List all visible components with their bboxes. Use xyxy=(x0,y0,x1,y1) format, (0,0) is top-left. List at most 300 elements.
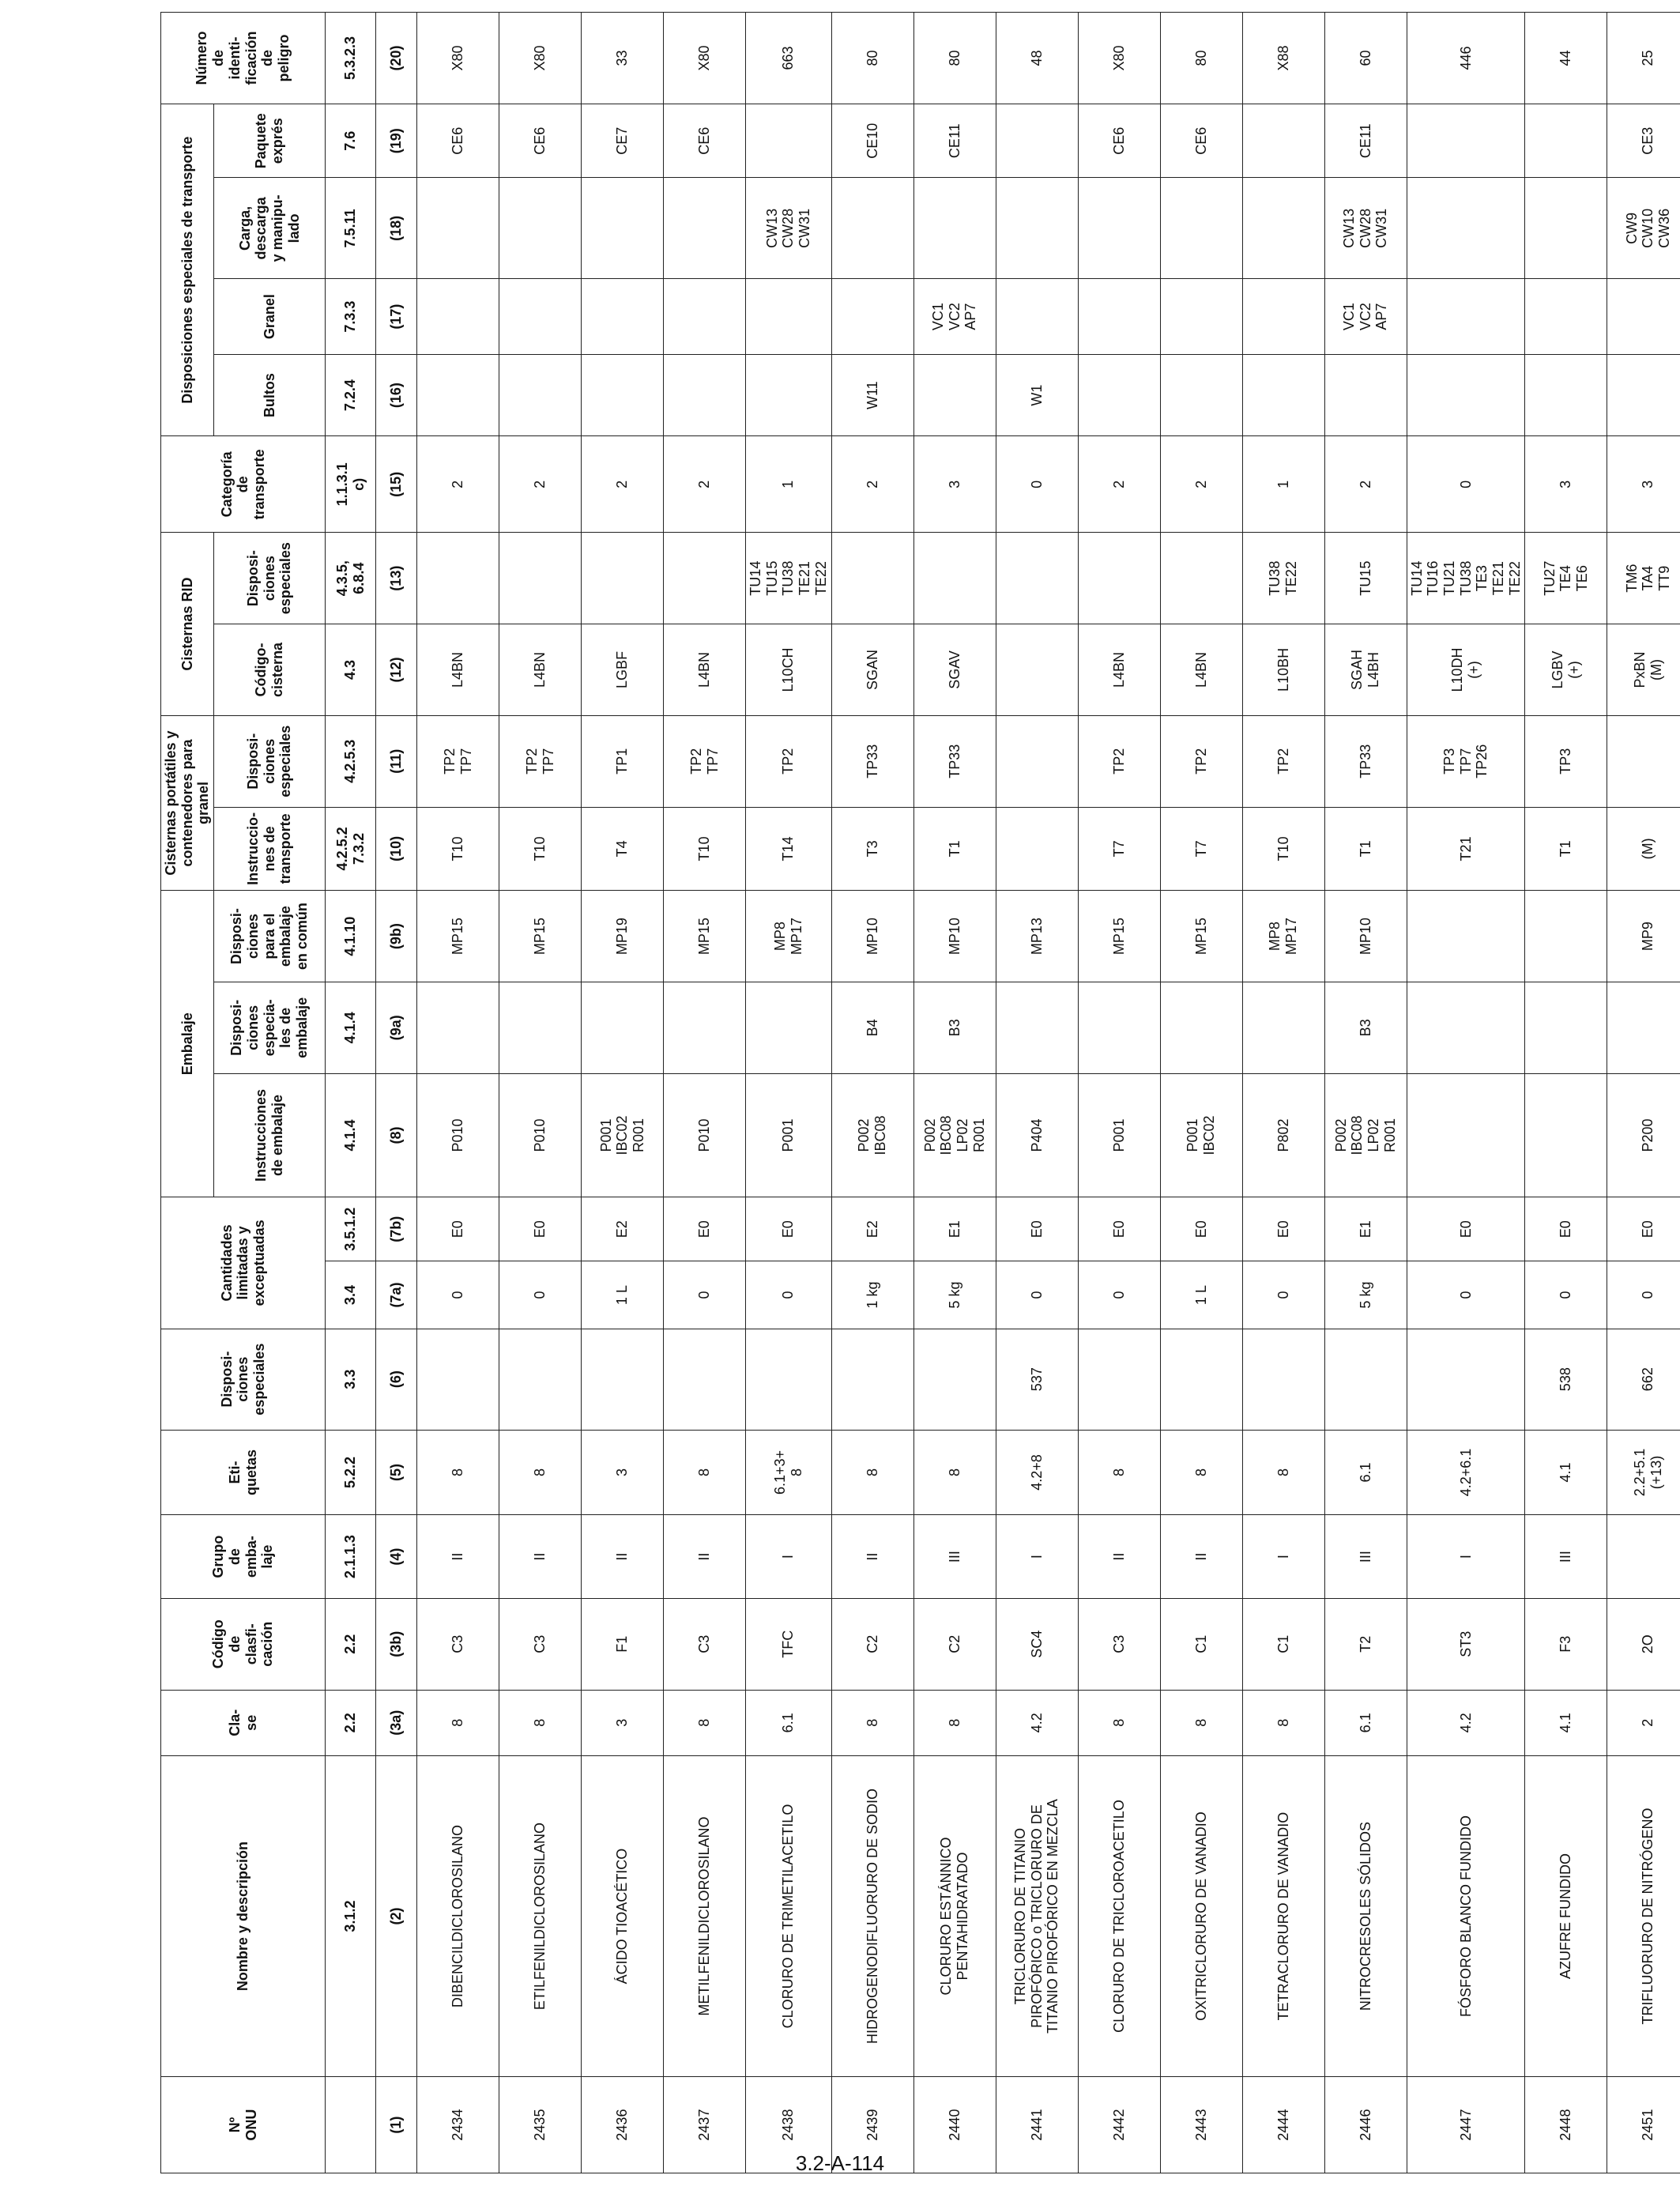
table-cell: LGBF xyxy=(582,624,664,716)
table-cell: C3 xyxy=(417,1598,499,1690)
table-cell: 80 xyxy=(831,13,913,104)
table-cell xyxy=(582,982,664,1074)
table-cell: P200 xyxy=(1607,1073,1680,1197)
table-cell: LGBV (+) xyxy=(1525,624,1607,716)
table-cell: CE6 xyxy=(417,104,499,178)
table-cell xyxy=(1078,982,1160,1074)
table-cell: 6.1+3+ 8 xyxy=(746,1430,831,1515)
table-cell xyxy=(996,715,1078,807)
header-classification-code: Código de clasfi- cación xyxy=(161,1598,326,1690)
header-packaging: Embalaje xyxy=(161,891,214,1197)
header-portable-tanks: Cisternas portátiles y contenedores para granel xyxy=(161,715,214,890)
table-cell: 8 xyxy=(664,1430,746,1515)
table-cell: F3 xyxy=(1525,1598,1607,1690)
table-cell: (3a) xyxy=(376,1690,417,1755)
table-cell xyxy=(831,178,913,279)
table-cell: 2446 xyxy=(1324,2077,1407,2173)
table-cell: TP33 xyxy=(913,715,996,807)
table-cell xyxy=(582,1329,664,1430)
header-bulk: Granel xyxy=(214,279,326,354)
table-cell: TP33 xyxy=(831,715,913,807)
table-cell: 4.2.5.2 7.3.2 xyxy=(326,807,376,891)
table-cell: DIBENCILDICLOROSILANO xyxy=(417,1755,499,2076)
table-cell: (M) xyxy=(1607,807,1680,891)
table-cell xyxy=(831,279,913,354)
table-row xyxy=(1525,13,1607,2173)
reference-row xyxy=(326,13,376,2173)
table-cell: 1 xyxy=(1242,436,1324,533)
table-cell xyxy=(1242,178,1324,279)
table-cell: P802 xyxy=(1242,1073,1324,1197)
table-cell: TU27 TE4 TE6 xyxy=(1525,533,1607,624)
table-cell: TM6 TA4 TT9 xyxy=(1607,533,1680,624)
table-cell: 8 xyxy=(664,1690,746,1755)
table-cell xyxy=(1078,279,1160,354)
table-cell: 2439 xyxy=(831,2077,913,2173)
table-cell: 5.3.2.3 xyxy=(326,13,376,104)
table-cell xyxy=(1078,1329,1160,1430)
table-cell: 5 kg xyxy=(913,1261,996,1329)
header-packages: Bultos xyxy=(214,354,326,436)
table-cell xyxy=(996,533,1078,624)
table-cell: 2440 xyxy=(913,2077,996,2173)
table-cell: SC4 xyxy=(996,1598,1078,1690)
table-cell: 0 xyxy=(1078,1261,1160,1329)
table-cell: 8 xyxy=(831,1430,913,1515)
table-cell: MP15 xyxy=(1078,891,1160,982)
table-cell: 4.3 xyxy=(326,624,376,716)
table-cell: E0 xyxy=(417,1197,499,1261)
table-cell xyxy=(499,982,582,1074)
table-cell xyxy=(417,1329,499,1430)
table-cell xyxy=(913,533,996,624)
table-cell: C3 xyxy=(1078,1598,1160,1690)
table-cell: W11 xyxy=(831,354,913,436)
table-cell: MP13 xyxy=(996,891,1078,982)
table-cell: AZUFRE FUNDIDO xyxy=(1525,1755,1607,2076)
table-cell: CE6 xyxy=(664,104,746,178)
table-cell: 0 xyxy=(417,1261,499,1329)
table-cell xyxy=(1407,279,1525,354)
table-cell: 7.2.4 xyxy=(326,354,376,436)
header-name: Nombre y descripción xyxy=(161,1755,326,2076)
table-cell: II xyxy=(417,1515,499,1599)
table-cell: 3 xyxy=(913,436,996,533)
table-cell: CE10 xyxy=(831,104,913,178)
table-cell: (7a) xyxy=(376,1261,417,1329)
table-cell: 4.2+6.1 xyxy=(1407,1430,1525,1515)
table-cell: 2434 xyxy=(417,2077,499,2173)
table-row xyxy=(746,13,831,2173)
header-packing-instructions: Instrucciones de embalaje xyxy=(214,1073,326,1197)
table-cell xyxy=(1160,279,1242,354)
table-cell: SGAV xyxy=(913,624,996,716)
table-cell: 0 xyxy=(1407,1261,1525,1329)
table-cell: X80 xyxy=(499,13,582,104)
table-cell: 3 xyxy=(1607,436,1680,533)
table-cell: 6.1 xyxy=(746,1690,831,1755)
table-row xyxy=(1407,13,1525,2173)
header-special-packing-provisions: Disposi- ciones especia- les de embalaje xyxy=(214,982,326,1074)
table-cell xyxy=(417,354,499,436)
table-cell: X88 xyxy=(1242,13,1324,104)
table-cell: T14 xyxy=(746,807,831,891)
table-cell: MP15 xyxy=(499,891,582,982)
table-cell: X80 xyxy=(1078,13,1160,104)
table-cell: 0 xyxy=(1242,1261,1324,1329)
header-labels: Eti- quetas xyxy=(161,1430,326,1515)
table-cell: F1 xyxy=(582,1598,664,1690)
table-cell: P002 IBC08 LP02 R001 xyxy=(1324,1073,1407,1197)
table-cell: 48 xyxy=(996,13,1078,104)
table-cell: 4.1 xyxy=(1525,1690,1607,1755)
table-cell xyxy=(913,178,996,279)
table-cell: VC1 VC2 AP7 xyxy=(913,279,996,354)
table-cell: MP19 xyxy=(582,891,664,982)
table-cell: 2 xyxy=(1324,436,1407,533)
table-cell: 0 xyxy=(746,1261,831,1329)
header-mixed-packing-provisions: Disposi- ciones para el embalaje en común xyxy=(214,891,326,982)
table-cell: 8 xyxy=(417,1690,499,1755)
table-cell xyxy=(1242,279,1324,354)
table-cell: L10CH xyxy=(746,624,831,716)
table-cell: 8 xyxy=(499,1430,582,1515)
table-cell: CLORURO ESTÁNNICO PENTAHIDRATADO xyxy=(913,1755,996,2076)
table-cell: E0 xyxy=(499,1197,582,1261)
table-cell: P001 xyxy=(746,1073,831,1197)
table-cell xyxy=(1607,715,1680,807)
table-cell: 2443 xyxy=(1160,2077,1242,2173)
dangerous-goods-table xyxy=(160,12,1680,2173)
table-cell: 3 xyxy=(582,1430,664,1515)
table-cell xyxy=(1242,982,1324,1074)
table-cell xyxy=(417,178,499,279)
table-row xyxy=(996,13,1078,2173)
table-cell: P002 IBC08 xyxy=(831,1073,913,1197)
table-cell xyxy=(1078,354,1160,436)
table-cell: 2 xyxy=(664,436,746,533)
table-cell xyxy=(1407,891,1525,982)
table-cell: CW13 CW28 CW31 xyxy=(746,178,831,279)
table-cell xyxy=(664,982,746,1074)
table-cell: 2437 xyxy=(664,2077,746,2173)
table-cell xyxy=(499,279,582,354)
table-cell: 8 xyxy=(1242,1430,1324,1515)
table-cell xyxy=(996,104,1078,178)
table-cell: 2435 xyxy=(499,2077,582,2173)
table-cell: I xyxy=(1407,1515,1525,1599)
header-hazard-id-number: Número de identi- ficación de peligro xyxy=(161,13,326,104)
table-cell: 662 xyxy=(1607,1329,1680,1430)
table-cell: (2) xyxy=(376,1755,417,2076)
table-cell: 0 xyxy=(1607,1261,1680,1329)
table-cell xyxy=(417,533,499,624)
table-header xyxy=(161,13,326,2173)
table-cell: E2 xyxy=(831,1197,913,1261)
table-cell: CE11 xyxy=(1324,104,1407,178)
table-cell: 2.2 xyxy=(326,1690,376,1755)
table-cell xyxy=(996,279,1078,354)
table-cell: VC1 VC2 AP7 xyxy=(1324,279,1407,354)
table-cell: MP10 xyxy=(1324,891,1407,982)
table-cell: 2 xyxy=(831,436,913,533)
table-cell: PxBN (M) xyxy=(1607,624,1680,716)
table-row xyxy=(1242,13,1324,2173)
table-cell: CLORURO DE TRIMETILACETILO xyxy=(746,1755,831,2076)
table-cell: L10DH (+) xyxy=(1407,624,1525,716)
table-cell: T1 xyxy=(1525,807,1607,891)
table-cell: MP15 xyxy=(664,891,746,982)
table-cell: 3 xyxy=(582,1690,664,1755)
table-cell: 8 xyxy=(499,1690,582,1755)
table-cell: E1 xyxy=(913,1197,996,1261)
table-cell: 538 xyxy=(1525,1329,1607,1430)
table-cell: 60 xyxy=(1324,13,1407,104)
table-cell: 44 xyxy=(1525,13,1607,104)
table-cell: B4 xyxy=(831,982,913,1074)
table-cell: E0 xyxy=(1607,1197,1680,1261)
table-cell: B3 xyxy=(913,982,996,1074)
table-cell: (15) xyxy=(376,436,417,533)
table-cell: P404 xyxy=(996,1073,1078,1197)
table-cell: II xyxy=(831,1515,913,1599)
table-cell xyxy=(1160,982,1242,1074)
table-cell: 8 xyxy=(1160,1430,1242,1515)
table-cell: 3.4 xyxy=(326,1261,376,1329)
table-cell: OXITRICLORURO DE VANADIO xyxy=(1160,1755,1242,2076)
table-cell: L4BN xyxy=(1160,624,1242,716)
table-cell xyxy=(831,1329,913,1430)
table-cell: 3.5.1.2 xyxy=(326,1197,376,1261)
table-cell: T1 xyxy=(913,807,996,891)
table-cell: (6) xyxy=(376,1329,417,1430)
table-cell xyxy=(499,1329,582,1430)
table-cell: 2436 xyxy=(582,2077,664,2173)
table-cell xyxy=(417,279,499,354)
table-cell xyxy=(664,279,746,354)
table-cell: P001 IBC02 xyxy=(1160,1073,1242,1197)
table-cell xyxy=(746,1329,831,1430)
table-cell: 4.2+8 xyxy=(996,1430,1078,1515)
table-cell: ÁCIDO TIOACÉTICO xyxy=(582,1755,664,2076)
table-cell: 3 xyxy=(1525,436,1607,533)
table-cell xyxy=(1525,891,1607,982)
table-cell: T4 xyxy=(582,807,664,891)
table-cell: L4BN xyxy=(417,624,499,716)
table-cell: E1 xyxy=(1324,1197,1407,1261)
table-cell: 1 kg xyxy=(831,1261,913,1329)
table-cell: 4.1.4 xyxy=(326,1073,376,1197)
table-cell xyxy=(1160,178,1242,279)
table-row xyxy=(1078,13,1160,2173)
table-row xyxy=(499,13,582,2173)
table-cell: T10 xyxy=(417,807,499,891)
table-cell xyxy=(746,982,831,1074)
table-cell: TP2 TP7 xyxy=(499,715,582,807)
table-cell: T10 xyxy=(664,807,746,891)
table-cell: TP33 xyxy=(1324,715,1407,807)
table-cell: CE7 xyxy=(582,104,664,178)
table-cell: 1 xyxy=(746,436,831,533)
table-cell xyxy=(996,982,1078,1074)
table-cell xyxy=(1525,1073,1607,1197)
table-cell: (7b) xyxy=(376,1197,417,1261)
header-tank-special-provisions: Disposi- ciones especiales xyxy=(214,715,326,807)
table-cell: (17) xyxy=(376,279,417,354)
table-cell: (11) xyxy=(376,715,417,807)
table-cell: P010 xyxy=(664,1073,746,1197)
header-limited-quantities: Cantidades limitadas y exceptuadas xyxy=(161,1197,326,1329)
table-cell: P010 xyxy=(417,1073,499,1197)
table-cell xyxy=(582,533,664,624)
header-special-transport-provisions: Disposiciones especiales de transporte xyxy=(161,104,214,436)
table-cell: TU15 xyxy=(1324,533,1407,624)
table-cell: 1 L xyxy=(582,1261,664,1329)
table-cell: T7 xyxy=(1160,807,1242,891)
table-cell: 80 xyxy=(1160,13,1242,104)
table-cell: 2 xyxy=(1607,1690,1680,1755)
table-cell: (16) xyxy=(376,354,417,436)
table-cell: SGAN xyxy=(831,624,913,716)
table-cell: 0 xyxy=(996,436,1078,533)
table-cell: TP2 xyxy=(1242,715,1324,807)
table-cell: (18) xyxy=(376,178,417,279)
table-cell: MP8 MP17 xyxy=(1242,891,1324,982)
table-cell xyxy=(1324,354,1407,436)
table-body xyxy=(326,13,1680,2173)
table-cell: 2448 xyxy=(1525,2077,1607,2173)
table-cell xyxy=(1160,354,1242,436)
table-cell: 8 xyxy=(913,1690,996,1755)
table-cell: II xyxy=(499,1515,582,1599)
table-cell: C2 xyxy=(831,1598,913,1690)
table-cell xyxy=(1525,104,1607,178)
table-cell: MP8 MP17 xyxy=(746,891,831,982)
table-row xyxy=(1324,13,1407,2173)
header-special-provisions: Disposi- ciones especiales xyxy=(161,1329,326,1430)
table-cell: I xyxy=(746,1515,831,1599)
table-cell xyxy=(664,354,746,436)
table-cell: T7 xyxy=(1078,807,1160,891)
table-cell: 8 xyxy=(1160,1690,1242,1755)
table-cell: MP10 xyxy=(913,891,996,982)
table-cell: CE3 xyxy=(1607,104,1680,178)
table-cell: 4.1 xyxy=(1525,1430,1607,1515)
table-cell: 2442 xyxy=(1078,2077,1160,2173)
table-cell: ETILFENILDICLOROSILANO xyxy=(499,1755,582,2076)
table-cell: II xyxy=(582,1515,664,1599)
table-cell: I xyxy=(1242,1515,1324,1599)
table-cell xyxy=(664,178,746,279)
table-cell: TP2 TP7 xyxy=(664,715,746,807)
page-number: 3.2-A-114 xyxy=(795,2151,885,2175)
table-cell: TP2 xyxy=(1160,715,1242,807)
header-rid-special-provisions: Disposi- ciones especiales xyxy=(214,533,326,624)
table-cell: TP2 TP7 xyxy=(417,715,499,807)
table-cell: P002 IBC08 LP02 R001 xyxy=(913,1073,996,1197)
table-cell xyxy=(664,1329,746,1430)
table-cell: P010 xyxy=(499,1073,582,1197)
table-cell: III xyxy=(1525,1515,1607,1599)
table-cell: CLORURO DE TRICLOROACETILO xyxy=(1078,1755,1160,2076)
table-cell xyxy=(1407,178,1525,279)
table-cell: CE6 xyxy=(499,104,582,178)
table-cell: (10) xyxy=(376,807,417,891)
table-cell: E0 xyxy=(1078,1197,1160,1261)
table-cell: (3b) xyxy=(376,1598,417,1690)
table-cell: (9b) xyxy=(376,891,417,982)
table-cell: TFC xyxy=(746,1598,831,1690)
table-cell: II xyxy=(664,1515,746,1599)
table-cell: TRICLORURO DE TITANIO PIROFÓRICO o TRICLORURO DE TITANIO PIROFÓRICO EN MEZCLA xyxy=(996,1755,1078,2076)
table-cell: T10 xyxy=(1242,807,1324,891)
table-cell xyxy=(1607,982,1680,1074)
rotated-table-page xyxy=(160,12,1673,2173)
table-cell: 8 xyxy=(417,1430,499,1515)
table-cell: 4.1.10 xyxy=(326,891,376,982)
table-cell: 80 xyxy=(913,13,996,104)
table-cell: 0 xyxy=(1525,1261,1607,1329)
table-cell: B3 xyxy=(1324,982,1407,1074)
table-cell: E0 xyxy=(1525,1197,1607,1261)
table-cell xyxy=(1078,533,1160,624)
table-cell: FÓSFORO BLANCO FUNDIDO xyxy=(1407,1755,1525,2076)
table-cell xyxy=(1160,533,1242,624)
table-cell: 7.5.11 xyxy=(326,178,376,279)
table-cell: MP9 xyxy=(1607,891,1680,982)
header-transport-instructions: Instruccio- nes de transporte xyxy=(214,807,326,891)
table-cell xyxy=(1525,178,1607,279)
table-cell: TP1 xyxy=(582,715,664,807)
table-cell: E0 xyxy=(746,1197,831,1261)
table-cell: T10 xyxy=(499,807,582,891)
table-cell xyxy=(417,982,499,1074)
table-cell: 2438 xyxy=(746,2077,831,2173)
table-cell: 4.3.5, 6.8.4 xyxy=(326,533,376,624)
table-cell xyxy=(1525,354,1607,436)
table-cell xyxy=(746,279,831,354)
table-cell: 25 xyxy=(1607,13,1680,104)
table-cell: 4.2 xyxy=(996,1690,1078,1755)
table-cell: 8 xyxy=(1242,1690,1324,1755)
table-cell: (4) xyxy=(376,1515,417,1599)
table-row xyxy=(831,13,913,2173)
table-cell xyxy=(1324,1329,1407,1430)
table-cell: TETRACLORURO DE VANADIO xyxy=(1242,1755,1324,2076)
table-cell: MP10 xyxy=(831,891,913,982)
table-cell: 8 xyxy=(1078,1430,1160,1515)
table-cell xyxy=(664,533,746,624)
table-cell: T1 xyxy=(1324,807,1407,891)
table-cell: 2 xyxy=(417,436,499,533)
table-cell: T2 xyxy=(1324,1598,1407,1690)
table-cell: 2.1.1.3 xyxy=(326,1515,376,1599)
table-cell: (12) xyxy=(376,624,417,716)
table-cell xyxy=(1607,354,1680,436)
table-cell: 4.1.4 xyxy=(326,982,376,1074)
table-cell: 1.1.3.1 c) xyxy=(326,436,376,533)
table-cell: 0 xyxy=(664,1261,746,1329)
header-un-number: Nº ONU xyxy=(161,2077,326,2173)
table-cell: 6.1 xyxy=(1324,1690,1407,1755)
column-number-row xyxy=(376,13,417,2173)
table-cell: P001 xyxy=(1078,1073,1160,1197)
table-row xyxy=(1160,13,1242,2173)
table-cell: ST3 xyxy=(1407,1598,1525,1690)
table-cell: C3 xyxy=(664,1598,746,1690)
table-cell: 2 xyxy=(499,436,582,533)
table-cell: HIDROGENODIFLUORURO DE SODIO xyxy=(831,1755,913,2076)
